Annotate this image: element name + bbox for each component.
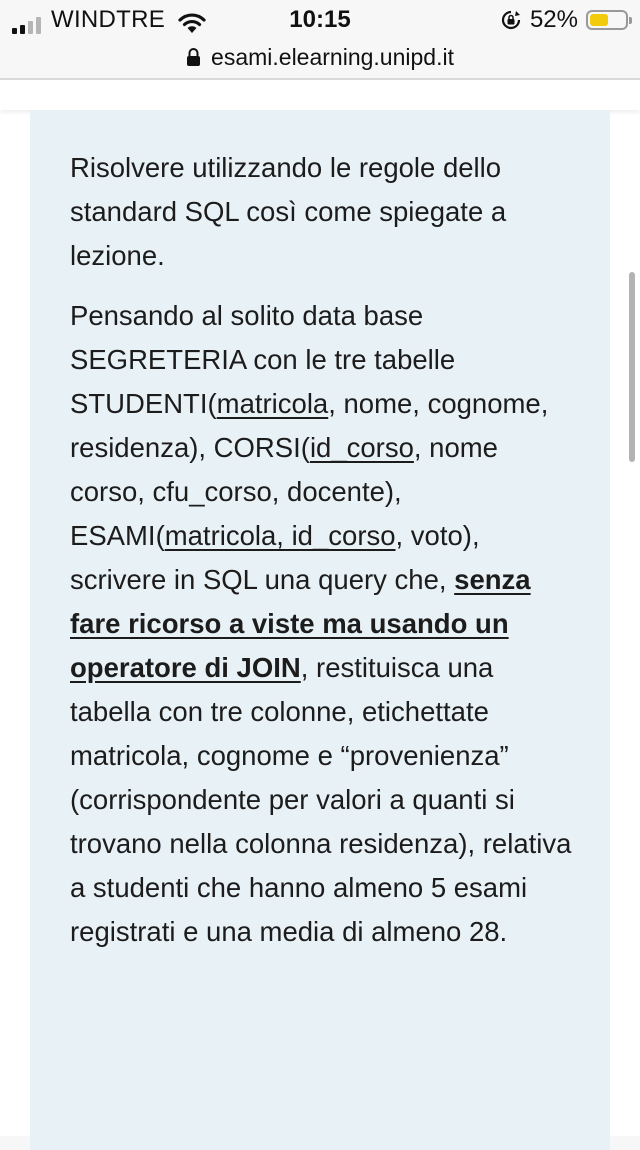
question-card <box>30 110 610 1150</box>
join-requirement-emphasis: senza fare ricorso a viste ma usando un operatore di JOIN <box>70 564 531 683</box>
question-text-part: , voto), scrivere in SQL una query che, <box>70 520 480 595</box>
page-url[interactable]: esami.elearning.unipd.it <box>211 43 454 70</box>
corsi-primary-key: id_corso <box>309 432 414 463</box>
clock: 10:15 <box>289 6 351 33</box>
battery-level <box>590 14 608 26</box>
studenti-primary-key: matricola <box>216 388 329 419</box>
instructions-paragraph: Risolvere utilizzando le regole dello standard SQL così come spiegate a lezione. <box>70 152 507 271</box>
orientation-lock-icon <box>500 9 522 31</box>
question-text-part: Pensando al solito data base SEGRETERIA con le tre tabelle STUDENTI( <box>70 300 456 419</box>
battery-percentage: 52% <box>529 6 578 33</box>
question-paragraph <box>70 294 580 954</box>
padlock-icon <box>186 47 201 67</box>
question-text <box>70 146 580 970</box>
scrollbar[interactable] <box>629 272 635 462</box>
question-text-part: , restituisca una tabella con tre colonne, etichettate matricola, cognome e “provenienza” (corrispondente per valori a quanti si trovano nella colonna residenza), relativa a studenti che hanno almeno 5 esami registrati e una media di almeno 28. <box>70 652 572 947</box>
status-right <box>500 6 628 34</box>
question-text-part: , nome, cognome, residenza), CORSI( <box>70 388 549 463</box>
esami-primary-key: matricola, id_corso <box>164 520 396 551</box>
question-text-part: , nome corso, cfu_corso, docente), ESAMI( <box>70 432 498 551</box>
address-bar[interactable] <box>0 38 640 76</box>
page-header-strip <box>0 80 640 110</box>
web-page <box>0 80 640 1136</box>
carrier-name: WINDTRE <box>51 6 166 33</box>
status-bar <box>0 0 640 40</box>
battery-icon <box>586 10 628 30</box>
